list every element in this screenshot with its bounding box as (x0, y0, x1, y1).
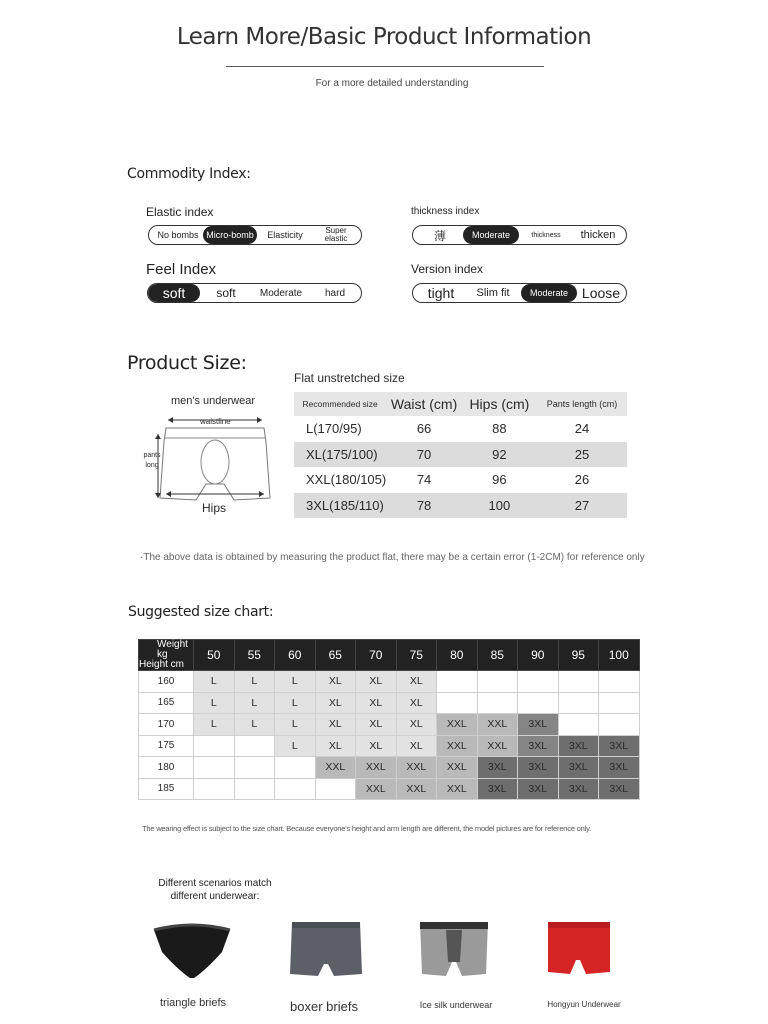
feel-index-scale (147, 283, 362, 303)
weight-header: 50 (194, 640, 235, 671)
table-row (294, 493, 627, 519)
size-cell (194, 757, 235, 779)
size-cell: XXL (437, 778, 478, 800)
size-cell: XL (356, 714, 397, 736)
size-cell: 3XL (477, 778, 518, 800)
size-cell: L (234, 692, 275, 714)
table-row (294, 442, 627, 468)
size-cell (599, 714, 640, 736)
waistline-label: waistline (200, 417, 231, 426)
thickness-index-label: thickness index (411, 206, 480, 217)
version-option-selected: Moderate (521, 284, 577, 302)
feel-index-label: Feel Index (146, 261, 217, 278)
triangle-briefs-shape (154, 925, 230, 978)
thickness-index-scale (412, 225, 627, 245)
size-cell: XXL (356, 757, 397, 779)
product-label: boxer briefs (290, 999, 358, 1014)
chart-row (139, 692, 640, 714)
size-cell: L (275, 671, 316, 693)
chart-body (139, 671, 640, 800)
size-chart-heading: Suggested size chart: (128, 604, 274, 620)
size-cell: XL (315, 714, 356, 736)
version-option: tight (427, 285, 455, 301)
table-cell: L(170/95) (306, 421, 362, 437)
weight-header: 75 (396, 640, 437, 671)
thickness-option: thickness (531, 231, 561, 239)
size-cell (194, 735, 235, 757)
flat-size-table (294, 392, 627, 518)
weight-header: 55 (234, 640, 275, 671)
column-header: Hips (cm) (462, 392, 537, 416)
boxer-outline (160, 428, 270, 500)
size-cell: 3XL (558, 735, 599, 757)
version-index-scale (412, 283, 627, 303)
arrow-head-icon (168, 417, 173, 423)
feel-option: soft (216, 286, 236, 300)
product-label: Ice silk underwear (419, 1000, 493, 1010)
table-cell: 3XL(185/110) (294, 493, 386, 519)
size-cell (477, 671, 518, 693)
size-cell (558, 714, 599, 736)
table-cell: 78 (386, 493, 462, 519)
pants-length-label: pants long (143, 452, 161, 469)
size-table-header (294, 392, 627, 416)
size-cell (234, 735, 275, 757)
chart-corner-header (139, 640, 194, 671)
weight-header: 100 (599, 640, 640, 671)
weight-header: 95 (558, 640, 599, 671)
size-cell: 3XL (599, 778, 640, 800)
size-cell: 3XL (599, 757, 640, 779)
size-cell (234, 778, 275, 800)
page-subtitle: For a more detailed understanding (315, 78, 469, 89)
table-cell: XL(175/100) (294, 442, 386, 468)
size-cell: XL (396, 714, 437, 736)
front-panel-shape (446, 930, 462, 962)
size-cell: 3XL (558, 757, 599, 779)
height-cell: 180 (139, 757, 194, 779)
chart-row (139, 714, 640, 736)
arrow-head-icon (155, 434, 161, 439)
size-cell: L (194, 671, 235, 693)
waistband-shape (292, 922, 360, 928)
size-cell: 3XL (518, 735, 559, 757)
thickness-option-selected: Moderate (463, 226, 519, 244)
weight-header: 90 (518, 640, 559, 671)
size-cell: XXL (315, 757, 356, 779)
chart-row (139, 735, 640, 757)
weight-header: 70 (356, 640, 397, 671)
size-cell (518, 692, 559, 714)
feel-option: Moderate (259, 287, 303, 299)
size-cell: XXL (477, 714, 518, 736)
weight-header: 85 (477, 640, 518, 671)
elastic-index-scale (148, 225, 362, 245)
size-cell (234, 757, 275, 779)
thickness-option: thicken (580, 229, 616, 241)
table-cell: 88 (492, 421, 507, 437)
diagram-title: men's underwear (170, 395, 256, 407)
table-cell: 74 (416, 472, 432, 488)
size-cell: 3XL (599, 735, 640, 757)
arrow-head-icon (257, 417, 262, 423)
size-table-title: Flat unstretched size (294, 371, 405, 385)
table-cell: 25 (537, 442, 627, 468)
hongyun-underwear-image (546, 918, 612, 980)
size-cell: XXL (437, 714, 478, 736)
size-cell: XXL (396, 778, 437, 800)
thickness-option: 薄 (433, 228, 446, 243)
size-cell: XXL (396, 757, 437, 779)
size-cell (599, 671, 640, 693)
table-cell: 100 (462, 493, 537, 519)
feel-option-selected: soft (148, 284, 200, 302)
product-label: triangle briefs (159, 997, 227, 1009)
size-cell (194, 778, 235, 800)
chart-header-row (139, 640, 640, 671)
size-cell: XXL (477, 735, 518, 757)
boxer-briefs-image (288, 918, 364, 980)
size-cell: XL (396, 671, 437, 693)
chart-row (139, 757, 640, 779)
size-cell (518, 671, 559, 693)
size-cell (437, 692, 478, 714)
table-cell: 26 (574, 472, 590, 488)
size-cell: XL (396, 735, 437, 757)
elastic-option: Elasticity (267, 230, 303, 240)
size-cell: L (234, 714, 275, 736)
hips-label: Hips (202, 501, 227, 515)
hongyun-underwear-shape (548, 922, 610, 974)
suggested-size-chart (138, 639, 640, 800)
size-chart-note: The wearing effect is subject to the size chart. Because everyone's height and arm length are different, the model pictures are for reference only. (142, 824, 591, 833)
size-cell (599, 692, 640, 714)
elastic-option: No bombs (157, 230, 199, 240)
version-index-label: Version index (411, 262, 484, 276)
height-cell: 170 (139, 714, 194, 736)
chart-row (139, 671, 640, 693)
table-cell: 96 (492, 472, 507, 488)
waistband-shape (548, 922, 610, 928)
size-cell (275, 757, 316, 779)
table-row (294, 416, 627, 442)
size-cell: 3XL (518, 757, 559, 779)
size-cell: XL (356, 671, 397, 693)
commodity-index-heading: Commodity Index: (127, 166, 251, 182)
table-cell: 66 (416, 421, 432, 437)
height-cell: 175 (139, 735, 194, 757)
weight-axis-label: Weight kg (157, 639, 188, 660)
waistband-shape (420, 922, 488, 929)
size-cell (477, 692, 518, 714)
size-cell: 3XL (558, 778, 599, 800)
elastic-option: Super elastic (324, 226, 348, 243)
triangle-briefs-image (150, 918, 234, 984)
table-cell: 24 (574, 421, 590, 437)
column-header: Pants length (cm) (537, 392, 627, 416)
table-cell: XXL(180/105) (306, 472, 387, 488)
size-cell: L (234, 671, 275, 693)
version-option: Slim fit (476, 287, 510, 299)
size-cell: XL (356, 735, 397, 757)
size-cell: XL (356, 692, 397, 714)
feel-option: hard (324, 287, 345, 299)
size-cell: L (275, 714, 316, 736)
column-header: Waist (cm) (386, 392, 462, 416)
height-cell: 165 (139, 692, 194, 714)
size-cell: XL (315, 671, 356, 693)
size-cell (558, 692, 599, 714)
column-header: Recommended size (294, 392, 386, 416)
table-cell: 92 (462, 442, 537, 468)
size-cell: L (275, 735, 316, 757)
product-size-heading: Product Size: (127, 352, 247, 374)
size-cell: 3XL (477, 757, 518, 779)
size-cell: 3XL (518, 714, 559, 736)
size-cell: L (275, 692, 316, 714)
title-divider (226, 66, 544, 67)
boxer-briefs-shape (290, 922, 362, 976)
weight-header: 60 (275, 640, 316, 671)
table-row (294, 467, 627, 493)
size-cell: XXL (437, 757, 478, 779)
size-cell (558, 671, 599, 693)
height-axis-label: Height cm (139, 659, 185, 670)
product-label: Hongyun Underwear (547, 1000, 621, 1009)
size-cell: XL (315, 692, 356, 714)
size-cell: XL (396, 692, 437, 714)
weight-header: 65 (315, 640, 356, 671)
ice-silk-underwear-image (416, 918, 492, 980)
height-cell: 185 (139, 778, 194, 800)
size-cell: XL (315, 735, 356, 757)
size-cell: XXL (437, 735, 478, 757)
size-cell: L (194, 714, 235, 736)
table-cell: 27 (537, 493, 627, 519)
chart-row (139, 778, 640, 800)
size-cell: 3XL (518, 778, 559, 800)
size-cell: L (194, 692, 235, 714)
scenarios-heading: Different scenarios match different underwear: (158, 878, 272, 902)
size-cell: XXL (356, 778, 397, 800)
measurement-note: ·The above data is obtained by measuring the product flat, there may be a certain error (1-2CM) for reference only (140, 552, 645, 563)
elastic-index-label: Elastic index (146, 205, 214, 219)
page-title: Learn More/Basic Product Information (176, 24, 592, 50)
weight-header: 80 (437, 640, 478, 671)
size-cell (275, 778, 316, 800)
version-option: Loose (581, 285, 621, 301)
table-cell: 70 (386, 442, 462, 468)
size-cell (437, 671, 478, 693)
height-cell: 160 (139, 671, 194, 693)
size-cell (315, 778, 356, 800)
elastic-option-selected: Micro-bomb (203, 226, 257, 244)
